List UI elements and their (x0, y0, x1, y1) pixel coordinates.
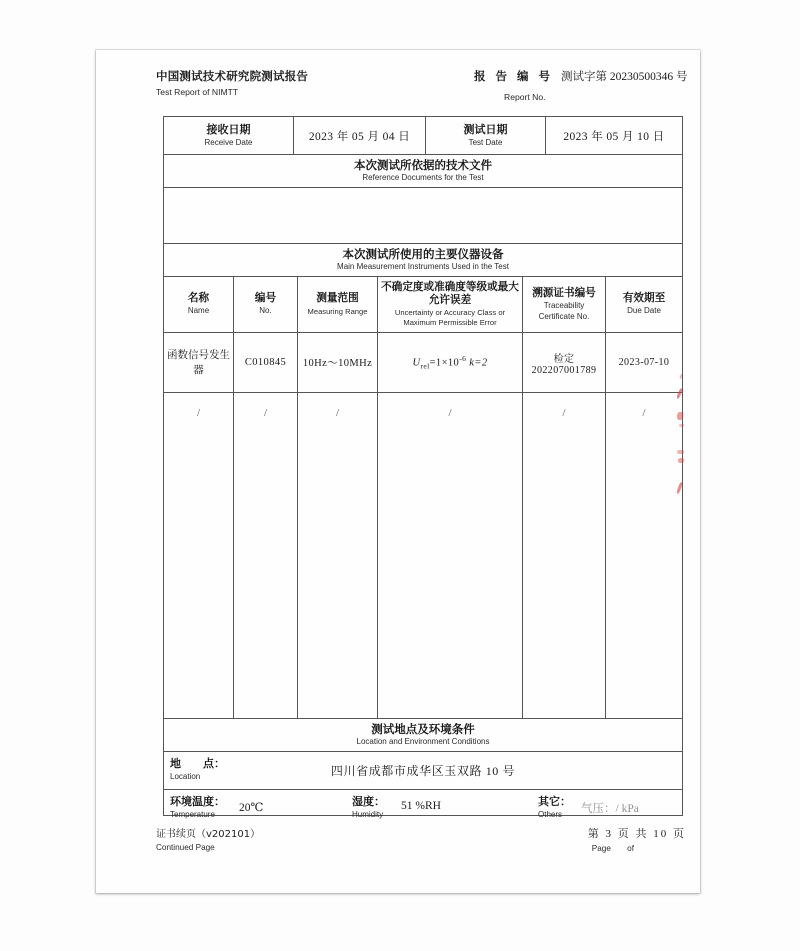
receive-date-label-en: Receive Date (204, 137, 253, 147)
organization-name-en: Test Report of NIMTT (156, 87, 239, 97)
page-number-en (588, 844, 686, 853)
col-header-due-date (606, 277, 682, 332)
location-label-cn: 地 点： (170, 757, 225, 770)
col-header-due-date-cn: 有效期至 (622, 292, 666, 305)
page-word-2: 页 (617, 828, 631, 840)
col-header-uncertainty-en: Uncertainty or Accuracy Class or Maximum Permissible Error (394, 308, 506, 328)
environment-title-cn: 测试地点及环境条件 (371, 721, 475, 736)
uncertainty-expression: =1×10 (429, 357, 460, 369)
col-header-name (164, 277, 234, 332)
page-header (156, 68, 686, 114)
environment-values-row (164, 790, 682, 828)
uncertainty-symbol: U (412, 357, 421, 369)
receive-date-value-cell (294, 117, 426, 154)
instruments-title (164, 244, 682, 276)
instrument-name: / (196, 407, 201, 419)
col-header-range-cn: 测量范围 (316, 292, 359, 305)
continued-page-cn: 证书续页（v202101） (156, 829, 261, 840)
reference-documents-content-row (164, 188, 682, 244)
test-date-label-cn: 测试日期 (463, 122, 508, 136)
report-no-label-en: Report No. (504, 92, 546, 102)
page-of-en: of (627, 844, 634, 853)
col-header-certificate (523, 277, 606, 332)
report-no-label-cn: 报 告 编 号 (474, 69, 554, 83)
page-footer (156, 825, 696, 865)
instrument-due-date: 2023-07-10 (618, 357, 670, 368)
reference-documents-content (164, 188, 682, 243)
col-header-name-cn: 名称 (187, 292, 210, 305)
instrument-certificate: 检定 202207001789 (531, 353, 597, 376)
continued-page-en: Continued Page (156, 843, 215, 852)
uncertainty-subscript: rel (420, 361, 430, 371)
others-label (538, 795, 571, 820)
others-label-en: Others (538, 809, 563, 819)
test-date-label-cell (426, 117, 546, 154)
page-current: 3 (605, 828, 613, 840)
report-page (96, 50, 700, 893)
reference-documents-title (164, 155, 682, 187)
reference-documents-title-row (164, 155, 682, 188)
page-total: 10 (653, 828, 669, 840)
report-number-block (474, 68, 689, 105)
receive-date-label-cell (164, 117, 294, 154)
col-header-uncertainty-cn: 不确定度或准确度等级或最大允许误差 (381, 280, 519, 307)
humidity-label (352, 795, 385, 820)
others-group (538, 795, 639, 820)
temperature-label-en: Temperature (170, 809, 215, 819)
page-number-cn (588, 825, 686, 841)
col-header-no (234, 277, 298, 332)
uncertainty-exponent: -6 (459, 354, 467, 364)
receive-date-value: 2023 年 05 月 04 日 (308, 130, 411, 143)
col-header-range (298, 277, 378, 332)
col-header-no-cn: 编号 (254, 292, 277, 305)
humidity-value: 51 %RH (401, 800, 441, 812)
col-header-certificate-en: Traceability Certificate No. (538, 301, 590, 321)
page-word-3: 共 (635, 828, 649, 840)
temperature-value: 20℃ (239, 802, 264, 814)
col-header-certificate-cn: 溯源证书编号 (532, 286, 596, 299)
instrument-uncertainty: / (448, 407, 452, 419)
humidity-label-en: Humidity (352, 809, 384, 819)
col-header-no-en: No. (259, 306, 272, 316)
report-no-value: 测试字第 20230500346 号 (561, 71, 688, 83)
instrument-no: / (263, 407, 268, 419)
instrument-range: / (335, 407, 340, 419)
page-number-block (588, 825, 686, 853)
organization-block (156, 68, 308, 97)
col-header-name-en: Name (187, 306, 210, 316)
cell-instrument-certificate (523, 333, 606, 392)
instrument-due-date: / (642, 407, 646, 419)
test-date-value: 2023 年 05 月 10 日 (563, 130, 665, 143)
cell-instrument-uncertainty (378, 333, 523, 392)
instruments-title-cn: 本次测试所使用的主要仪器设备 (342, 246, 504, 261)
environment-title (164, 719, 682, 751)
others-value: 气压：/ kPa (581, 803, 639, 815)
instrument-uncertainty (413, 354, 488, 371)
table-row (164, 333, 682, 393)
temperature-group (170, 795, 352, 820)
table-row (164, 393, 682, 719)
environment-title-row (164, 719, 682, 752)
reference-documents-title-en: Reference Documents for the Test (362, 173, 484, 182)
organization-name-cn: 中国测试技术研究院测试报告 (156, 69, 309, 83)
col-header-uncertainty (378, 277, 523, 332)
col-header-range-en: Measuring Range (307, 306, 368, 316)
location-value: 四川省成都市成华区玉双路 10 号 (330, 764, 516, 778)
receive-date-label-cn: 接收日期 (206, 122, 251, 136)
instruments-title-en: Main Measurement Instruments Used in the Test (337, 262, 509, 271)
cell-instrument-name (164, 393, 234, 718)
humidity-label-cn: 湿度： (352, 795, 385, 808)
instrument-range: 10Hz～10MHz (302, 358, 373, 369)
cell-instrument-range (298, 333, 378, 392)
humidity-group (352, 795, 538, 820)
location-label-en: Location (170, 771, 201, 781)
instruments-header-row (164, 277, 682, 333)
instruments-title-row (164, 244, 682, 277)
page-word-4: 页 (673, 828, 686, 840)
environment-title-en: Location and Environment Conditions (356, 737, 490, 746)
cell-instrument-due-date (606, 393, 682, 718)
cell-instrument-no (234, 333, 298, 392)
continued-page-block (156, 825, 260, 852)
cell-instrument-no (234, 393, 298, 718)
col-header-due-date-en: Due Date (627, 306, 661, 316)
date-row (164, 117, 682, 155)
temperature-label (170, 795, 225, 820)
instrument-certificate: / (562, 407, 566, 419)
report-table (163, 116, 683, 819)
instrument-name: 函数信号发生器 (167, 349, 230, 376)
page-label-en: Page (591, 844, 611, 853)
cell-instrument-range (298, 393, 378, 718)
uncertainty-coverage-factor: k=2 (469, 357, 488, 369)
others-label-cn: 其它： (538, 795, 571, 808)
test-date-label-en: Test Date (468, 137, 503, 147)
cell-instrument-name (164, 333, 234, 392)
reference-documents-title-cn: 本次测试所依据的技术文件 (354, 157, 492, 172)
page-word-1: 第 (587, 828, 601, 840)
instrument-no: C010845 (244, 357, 287, 368)
cell-instrument-certificate (523, 393, 606, 718)
temperature-label-cn: 环境温度： (170, 795, 225, 808)
test-date-value-cell (546, 117, 682, 154)
cell-instrument-uncertainty (378, 393, 523, 718)
location-row (164, 752, 682, 790)
cell-instrument-due-date (606, 333, 682, 392)
